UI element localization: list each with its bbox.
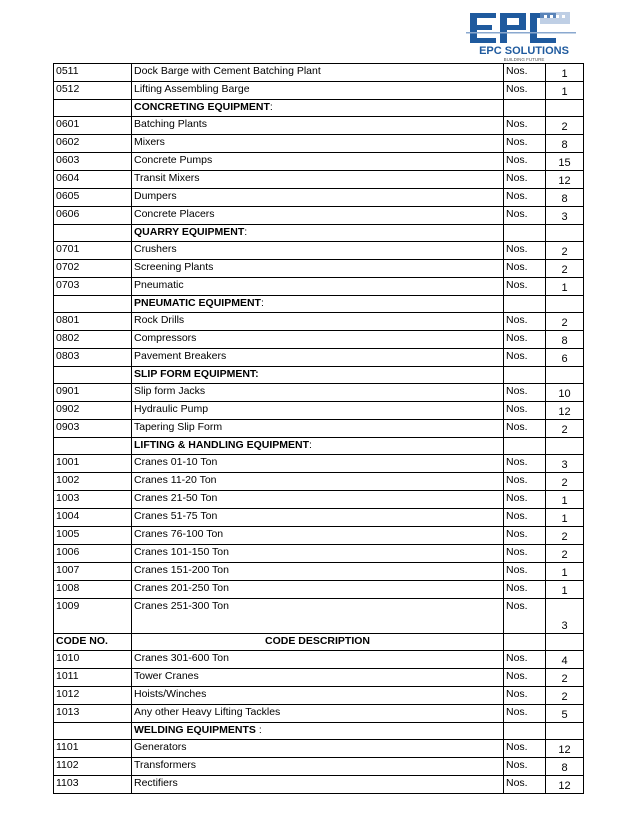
description-cell: Hoists/Winches bbox=[132, 687, 504, 705]
code-cell: 0902 bbox=[54, 402, 132, 420]
unit-cell: Nos. bbox=[504, 278, 546, 296]
quantity-cell: 2 bbox=[546, 545, 584, 563]
table-row bbox=[54, 242, 584, 260]
quantity-cell: 12 bbox=[546, 740, 584, 758]
description-cell: Compressors bbox=[132, 331, 504, 349]
table-row bbox=[54, 64, 584, 82]
section-title-cell bbox=[132, 438, 504, 455]
table-row bbox=[54, 153, 584, 171]
section-title: WELDING EQUIPMENTS bbox=[134, 724, 256, 736]
code-cell: 0802 bbox=[54, 331, 132, 349]
code-cell: 0901 bbox=[54, 384, 132, 402]
section-title-suffix: : bbox=[309, 439, 312, 451]
description-cell: Generators bbox=[132, 740, 504, 758]
description-cell: Dumpers bbox=[132, 189, 504, 207]
code-cell: 0603 bbox=[54, 153, 132, 171]
description-cell: Rock Drills bbox=[132, 313, 504, 331]
description-cell: Screening Plants bbox=[132, 260, 504, 278]
description-cell: Cranes 21-50 Ton bbox=[132, 491, 504, 509]
description-cell: Cranes 11-20 Ton bbox=[132, 473, 504, 491]
company-logo bbox=[464, 10, 584, 62]
section-title-suffix: : bbox=[244, 226, 248, 238]
quantity-cell: 3 bbox=[546, 207, 584, 225]
description-cell: Cranes 201-250 Ton bbox=[132, 581, 504, 599]
code-cell: 0511 bbox=[54, 64, 132, 82]
description-cell: Slip form Jacks bbox=[132, 384, 504, 402]
equipment-table-body bbox=[54, 64, 584, 794]
unit-cell: Nos. bbox=[504, 473, 546, 491]
code-cell: 1011 bbox=[54, 669, 132, 687]
quantity-cell: 1 bbox=[546, 82, 584, 100]
unit-cell: Nos. bbox=[504, 527, 546, 545]
section-title-cell bbox=[132, 723, 504, 740]
section-row bbox=[54, 100, 584, 117]
quantity-header bbox=[546, 634, 584, 651]
quantity-cell: 2 bbox=[546, 260, 584, 278]
quantity-cell: 2 bbox=[546, 687, 584, 705]
quantity-cell: 1 bbox=[546, 278, 584, 296]
quantity-cell bbox=[546, 723, 584, 740]
unit-header bbox=[504, 634, 546, 651]
table-row bbox=[54, 313, 584, 331]
code-cell: 1012 bbox=[54, 687, 132, 705]
table-row bbox=[54, 776, 584, 794]
unit-cell: Nos. bbox=[504, 509, 546, 527]
table-row bbox=[54, 669, 584, 687]
section-row bbox=[54, 723, 584, 740]
unit-cell: Nos. bbox=[504, 740, 546, 758]
code-cell: 0903 bbox=[54, 420, 132, 438]
unit-cell: Nos. bbox=[504, 189, 546, 207]
unit-cell: Nos. bbox=[504, 455, 546, 473]
code-cell: 0703 bbox=[54, 278, 132, 296]
unit-cell bbox=[504, 100, 546, 117]
code-cell bbox=[54, 296, 132, 313]
section-title: PNEUMATIC EQUIPMENT bbox=[134, 297, 261, 309]
quantity-cell: 8 bbox=[546, 331, 584, 349]
code-cell bbox=[54, 100, 132, 117]
table-row bbox=[54, 402, 584, 420]
table-row bbox=[54, 171, 584, 189]
section-title-cell bbox=[132, 367, 504, 384]
table-row bbox=[54, 117, 584, 135]
table-row bbox=[54, 599, 584, 634]
description-cell: Cranes 251-300 Ton bbox=[132, 599, 504, 634]
code-cell: 1003 bbox=[54, 491, 132, 509]
code-cell: 0701 bbox=[54, 242, 132, 260]
table-row bbox=[54, 135, 584, 153]
code-cell: 1101 bbox=[54, 740, 132, 758]
quantity-cell: 3 bbox=[546, 599, 584, 634]
quantity-cell: 2 bbox=[546, 242, 584, 260]
code-cell: 1102 bbox=[54, 758, 132, 776]
code-cell: 0512 bbox=[54, 82, 132, 100]
logo-tagline: BUILDING FUTURE bbox=[503, 57, 545, 62]
description-cell: Tower Cranes bbox=[132, 669, 504, 687]
description-cell: Transformers bbox=[132, 758, 504, 776]
description-cell: Batching Plants bbox=[132, 117, 504, 135]
description-cell: Lifting Assembling Barge bbox=[132, 82, 504, 100]
unit-cell bbox=[504, 367, 546, 384]
code-cell: 1004 bbox=[54, 509, 132, 527]
unit-cell: Nos. bbox=[504, 563, 546, 581]
code-cell: 0702 bbox=[54, 260, 132, 278]
table-row bbox=[54, 473, 584, 491]
quantity-cell bbox=[546, 438, 584, 455]
table-row bbox=[54, 651, 584, 669]
table-row bbox=[54, 384, 584, 402]
quantity-cell: 10 bbox=[546, 384, 584, 402]
table-row bbox=[54, 687, 584, 705]
quantity-cell: 4 bbox=[546, 651, 584, 669]
quantity-cell: 8 bbox=[546, 135, 584, 153]
quantity-cell: 12 bbox=[546, 402, 584, 420]
description-cell: Cranes 51-75 Ton bbox=[132, 509, 504, 527]
code-cell: 0604 bbox=[54, 171, 132, 189]
quantity-cell: 2 bbox=[546, 420, 584, 438]
unit-cell: Nos. bbox=[504, 331, 546, 349]
quantity-cell bbox=[546, 225, 584, 242]
unit-cell: Nos. bbox=[504, 135, 546, 153]
table-row bbox=[54, 740, 584, 758]
description-cell: Cranes 76-100 Ton bbox=[132, 527, 504, 545]
description-header: CODE DESCRIPTION bbox=[132, 634, 504, 651]
unit-cell: Nos. bbox=[504, 669, 546, 687]
quantity-cell bbox=[546, 100, 584, 117]
quantity-cell: 15 bbox=[546, 153, 584, 171]
code-cell: 1010 bbox=[54, 651, 132, 669]
table-row bbox=[54, 349, 584, 367]
section-title: SLIP FORM EQUIPMENT: bbox=[134, 368, 259, 380]
table-row bbox=[54, 278, 584, 296]
table-row bbox=[54, 563, 584, 581]
description-cell: Transit Mixers bbox=[132, 171, 504, 189]
quantity-cell: 1 bbox=[546, 509, 584, 527]
unit-cell: Nos. bbox=[504, 153, 546, 171]
unit-cell: Nos. bbox=[504, 117, 546, 135]
unit-cell: Nos. bbox=[504, 705, 546, 723]
unit-cell: Nos. bbox=[504, 776, 546, 794]
code-cell bbox=[54, 723, 132, 740]
unit-cell bbox=[504, 225, 546, 242]
code-cell: 0605 bbox=[54, 189, 132, 207]
quantity-cell: 5 bbox=[546, 705, 584, 723]
code-cell: 1006 bbox=[54, 545, 132, 563]
code-cell: 0803 bbox=[54, 349, 132, 367]
section-title: LIFTING & HANDLING EQUIPMENT bbox=[134, 439, 309, 451]
description-cell: Crushers bbox=[132, 242, 504, 260]
logo-title: EPC SOLUTIONS bbox=[479, 45, 569, 57]
description-cell: Rectifiers bbox=[132, 776, 504, 794]
quantity-cell bbox=[546, 367, 584, 384]
unit-cell: Nos. bbox=[504, 758, 546, 776]
quantity-cell: 2 bbox=[546, 527, 584, 545]
unit-cell: Nos. bbox=[504, 651, 546, 669]
section-title-cell bbox=[132, 225, 504, 242]
quantity-cell: 12 bbox=[546, 776, 584, 794]
section-title-suffix: : bbox=[269, 101, 273, 113]
table-row bbox=[54, 455, 584, 473]
unit-cell: Nos. bbox=[504, 82, 546, 100]
unit-cell: Nos. bbox=[504, 207, 546, 225]
description-cell: Dock Barge with Cement Batching Plant bbox=[132, 64, 504, 82]
code-cell: 1009 bbox=[54, 599, 132, 634]
description-cell: Any other Heavy Lifting Tackles bbox=[132, 705, 504, 723]
unit-cell: Nos. bbox=[504, 349, 546, 367]
description-cell: Cranes 101-150 Ton bbox=[132, 545, 504, 563]
table-row bbox=[54, 527, 584, 545]
description-cell: Hydraulic Pump bbox=[132, 402, 504, 420]
unit-cell: Nos. bbox=[504, 260, 546, 278]
quantity-cell: 1 bbox=[546, 581, 584, 599]
unit-cell: Nos. bbox=[504, 242, 546, 260]
table-row bbox=[54, 509, 584, 527]
quantity-cell: 1 bbox=[546, 491, 584, 509]
quantity-cell: 6 bbox=[546, 349, 584, 367]
quantity-cell: 8 bbox=[546, 189, 584, 207]
table-row bbox=[54, 207, 584, 225]
section-title: CONCRETING EQUIPMENT bbox=[134, 101, 270, 113]
code-cell: 0602 bbox=[54, 135, 132, 153]
table-row bbox=[54, 331, 584, 349]
quantity-cell: 2 bbox=[546, 669, 584, 687]
unit-cell: Nos. bbox=[504, 384, 546, 402]
quantity-cell: 2 bbox=[546, 313, 584, 331]
unit-cell: Nos. bbox=[504, 313, 546, 331]
section-title-suffix: : bbox=[260, 297, 264, 309]
table-row bbox=[54, 82, 584, 100]
table-row bbox=[54, 581, 584, 599]
table-row bbox=[54, 705, 584, 723]
code-cell: 0606 bbox=[54, 207, 132, 225]
code-cell: 0801 bbox=[54, 313, 132, 331]
unit-cell: Nos. bbox=[504, 64, 546, 82]
section-title: QUARRY EQUIPMENT bbox=[134, 226, 245, 238]
unit-cell: Nos. bbox=[504, 545, 546, 563]
unit-cell: Nos. bbox=[504, 687, 546, 705]
quantity-cell: 1 bbox=[546, 64, 584, 82]
description-cell: Cranes 01-10 Ton bbox=[132, 455, 504, 473]
description-cell: Mixers bbox=[132, 135, 504, 153]
quantity-cell: 3 bbox=[546, 455, 584, 473]
description-cell: Pavement Breakers bbox=[132, 349, 504, 367]
quantity-cell: 2 bbox=[546, 473, 584, 491]
code-cell bbox=[54, 367, 132, 384]
quantity-cell: 8 bbox=[546, 758, 584, 776]
section-title-cell bbox=[132, 296, 504, 313]
unit-cell bbox=[504, 723, 546, 740]
quantity-cell: 1 bbox=[546, 563, 584, 581]
description-cell: Pneumatic bbox=[132, 278, 504, 296]
description-cell: Concrete Placers bbox=[132, 207, 504, 225]
section-title-suffix: : bbox=[255, 724, 262, 736]
table-row bbox=[54, 420, 584, 438]
section-row bbox=[54, 296, 584, 313]
code-header: CODE NO. bbox=[54, 634, 132, 651]
section-row bbox=[54, 438, 584, 455]
epc-logo-graphic bbox=[464, 10, 584, 62]
column-header-row bbox=[54, 634, 584, 651]
unit-cell: Nos. bbox=[504, 402, 546, 420]
code-cell: 1103 bbox=[54, 776, 132, 794]
table-row bbox=[54, 545, 584, 563]
code-cell: 1008 bbox=[54, 581, 132, 599]
quantity-cell: 2 bbox=[546, 117, 584, 135]
description-cell: Tapering Slip Form bbox=[132, 420, 504, 438]
code-cell: 1005 bbox=[54, 527, 132, 545]
unit-cell: Nos. bbox=[504, 491, 546, 509]
table-row bbox=[54, 189, 584, 207]
code-cell: 1002 bbox=[54, 473, 132, 491]
section-title-cell bbox=[132, 100, 504, 117]
quantity-cell bbox=[546, 296, 584, 313]
table-row bbox=[54, 758, 584, 776]
unit-cell: Nos. bbox=[504, 420, 546, 438]
unit-cell: Nos. bbox=[504, 171, 546, 189]
unit-cell bbox=[504, 296, 546, 313]
description-cell: Concrete Pumps bbox=[132, 153, 504, 171]
code-cell: 1013 bbox=[54, 705, 132, 723]
table-row bbox=[54, 491, 584, 509]
description-cell: Cranes 301-600 Ton bbox=[132, 651, 504, 669]
unit-cell: Nos. bbox=[504, 581, 546, 599]
section-row bbox=[54, 367, 584, 384]
quantity-cell: 12 bbox=[546, 171, 584, 189]
code-cell: 1001 bbox=[54, 455, 132, 473]
table-row bbox=[54, 260, 584, 278]
unit-cell: Nos. bbox=[504, 599, 546, 634]
description-cell: Cranes 151-200 Ton bbox=[132, 563, 504, 581]
equipment-table bbox=[53, 63, 584, 794]
code-cell bbox=[54, 225, 132, 242]
code-cell: 0601 bbox=[54, 117, 132, 135]
unit-cell bbox=[504, 438, 546, 455]
code-cell bbox=[54, 438, 132, 455]
code-cell: 1007 bbox=[54, 563, 132, 581]
section-row bbox=[54, 225, 584, 242]
